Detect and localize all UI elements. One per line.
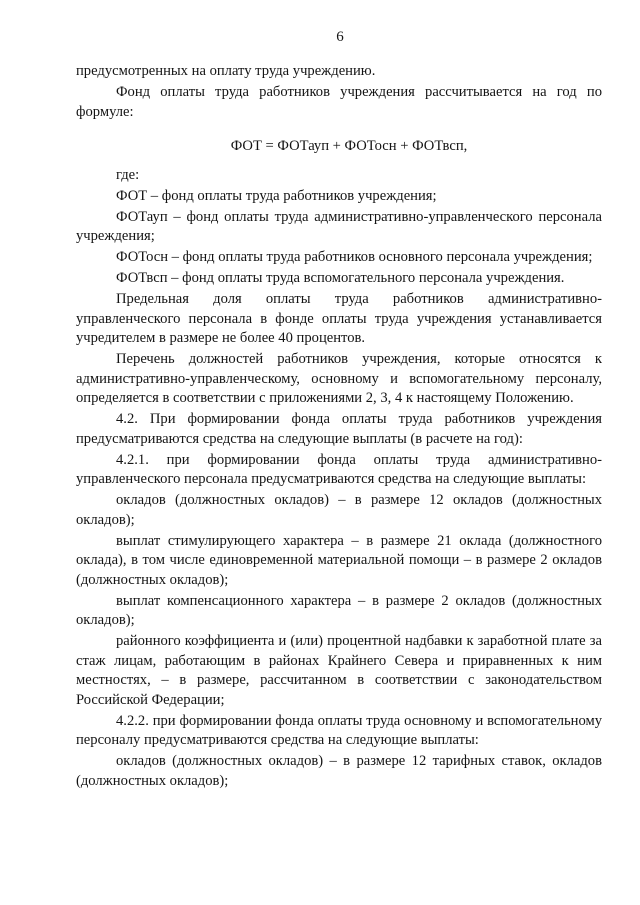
paragraph-positions-list: Перечень должностей работников учреждения, которые относятся к административно-управленческому, основному и вспомогательному персоналу, определяется в соответствии с приложениями 2, 3, 4 к настоящему Положению. bbox=[76, 351, 602, 406]
paragraph-where: где: bbox=[116, 166, 140, 183]
item-salaries-admin: окладов (должностных окладов) – в размере 12 окладов (должностных окладов); bbox=[76, 492, 602, 528]
section-4-2: 4.2. При формировании фонда оплаты труда работников учреждения предусматриваются средства на следующие выплаты (в расчете на год): bbox=[76, 411, 602, 447]
item-regional-coefficient: районного коэффициента и (или) процентной надбавки к заработной плате за стаж лицам, работающим в районах Крайнего Севера и приравненных к ним местностях, – в размере, рассчитанном в соответствии с законодательством Российской Федерации; bbox=[76, 633, 602, 708]
definition-fotaup: ФОТауп – фонд оплаты труда административно-управленческого персонала учреждения; bbox=[76, 208, 602, 244]
item-compensation-payments: выплат компенсационного характера – в размере 2 окладов (должностных окладов); bbox=[76, 592, 602, 628]
paragraph-formula-intro: Фонд оплаты труда работников учреждения рассчитывается на год по формуле: bbox=[76, 84, 602, 120]
formula: ФОТ = ФОТауп + ФОТосн + ФОТвсп, bbox=[230, 138, 468, 154]
paragraph-continuation: предусмотренных на оплату труда учреждению. bbox=[76, 63, 376, 79]
definition-fotvsp: ФОТвсп – фонд оплаты труда вспомогательного персонала учреждения. bbox=[116, 270, 565, 286]
item-salaries-main: окладов (должностных окладов) – в размере 12 тарифных ставок, окладов (должностных окладов); bbox=[76, 753, 602, 789]
page-number: 6 bbox=[336, 29, 344, 45]
paragraph-limit-share: Предельная доля оплаты труда работников административно-управленческого персонала в фонде оплаты труда учреждения устанавливается учредителем в размере не более 40 процентов. bbox=[76, 291, 602, 346]
document-body bbox=[76, 62, 602, 793]
definition-fotosn: ФОТосн – фонд оплаты труда работников основного персонала учреждения; bbox=[116, 249, 593, 265]
item-incentive-payments: выплат стимулирующего характера – в размере 21 оклада (должностного оклада), в том числе единовременной материальной помощи – в размере 2 окладов (должностных окладов); bbox=[76, 532, 602, 588]
definition-fot: ФОТ – фонд оплаты труда работников учреждения; bbox=[116, 187, 437, 204]
section-4-2-1: 4.2.1. при формировании фонда оплаты труда административно-управленческого персонала предусматриваются средства на следующие выплаты: bbox=[76, 451, 602, 487]
section-4-2-2: 4.2.2. при формировании фонда оплаты труда основному и вспомогательному персоналу предусматриваются средства на следующие выплаты: bbox=[76, 712, 602, 748]
